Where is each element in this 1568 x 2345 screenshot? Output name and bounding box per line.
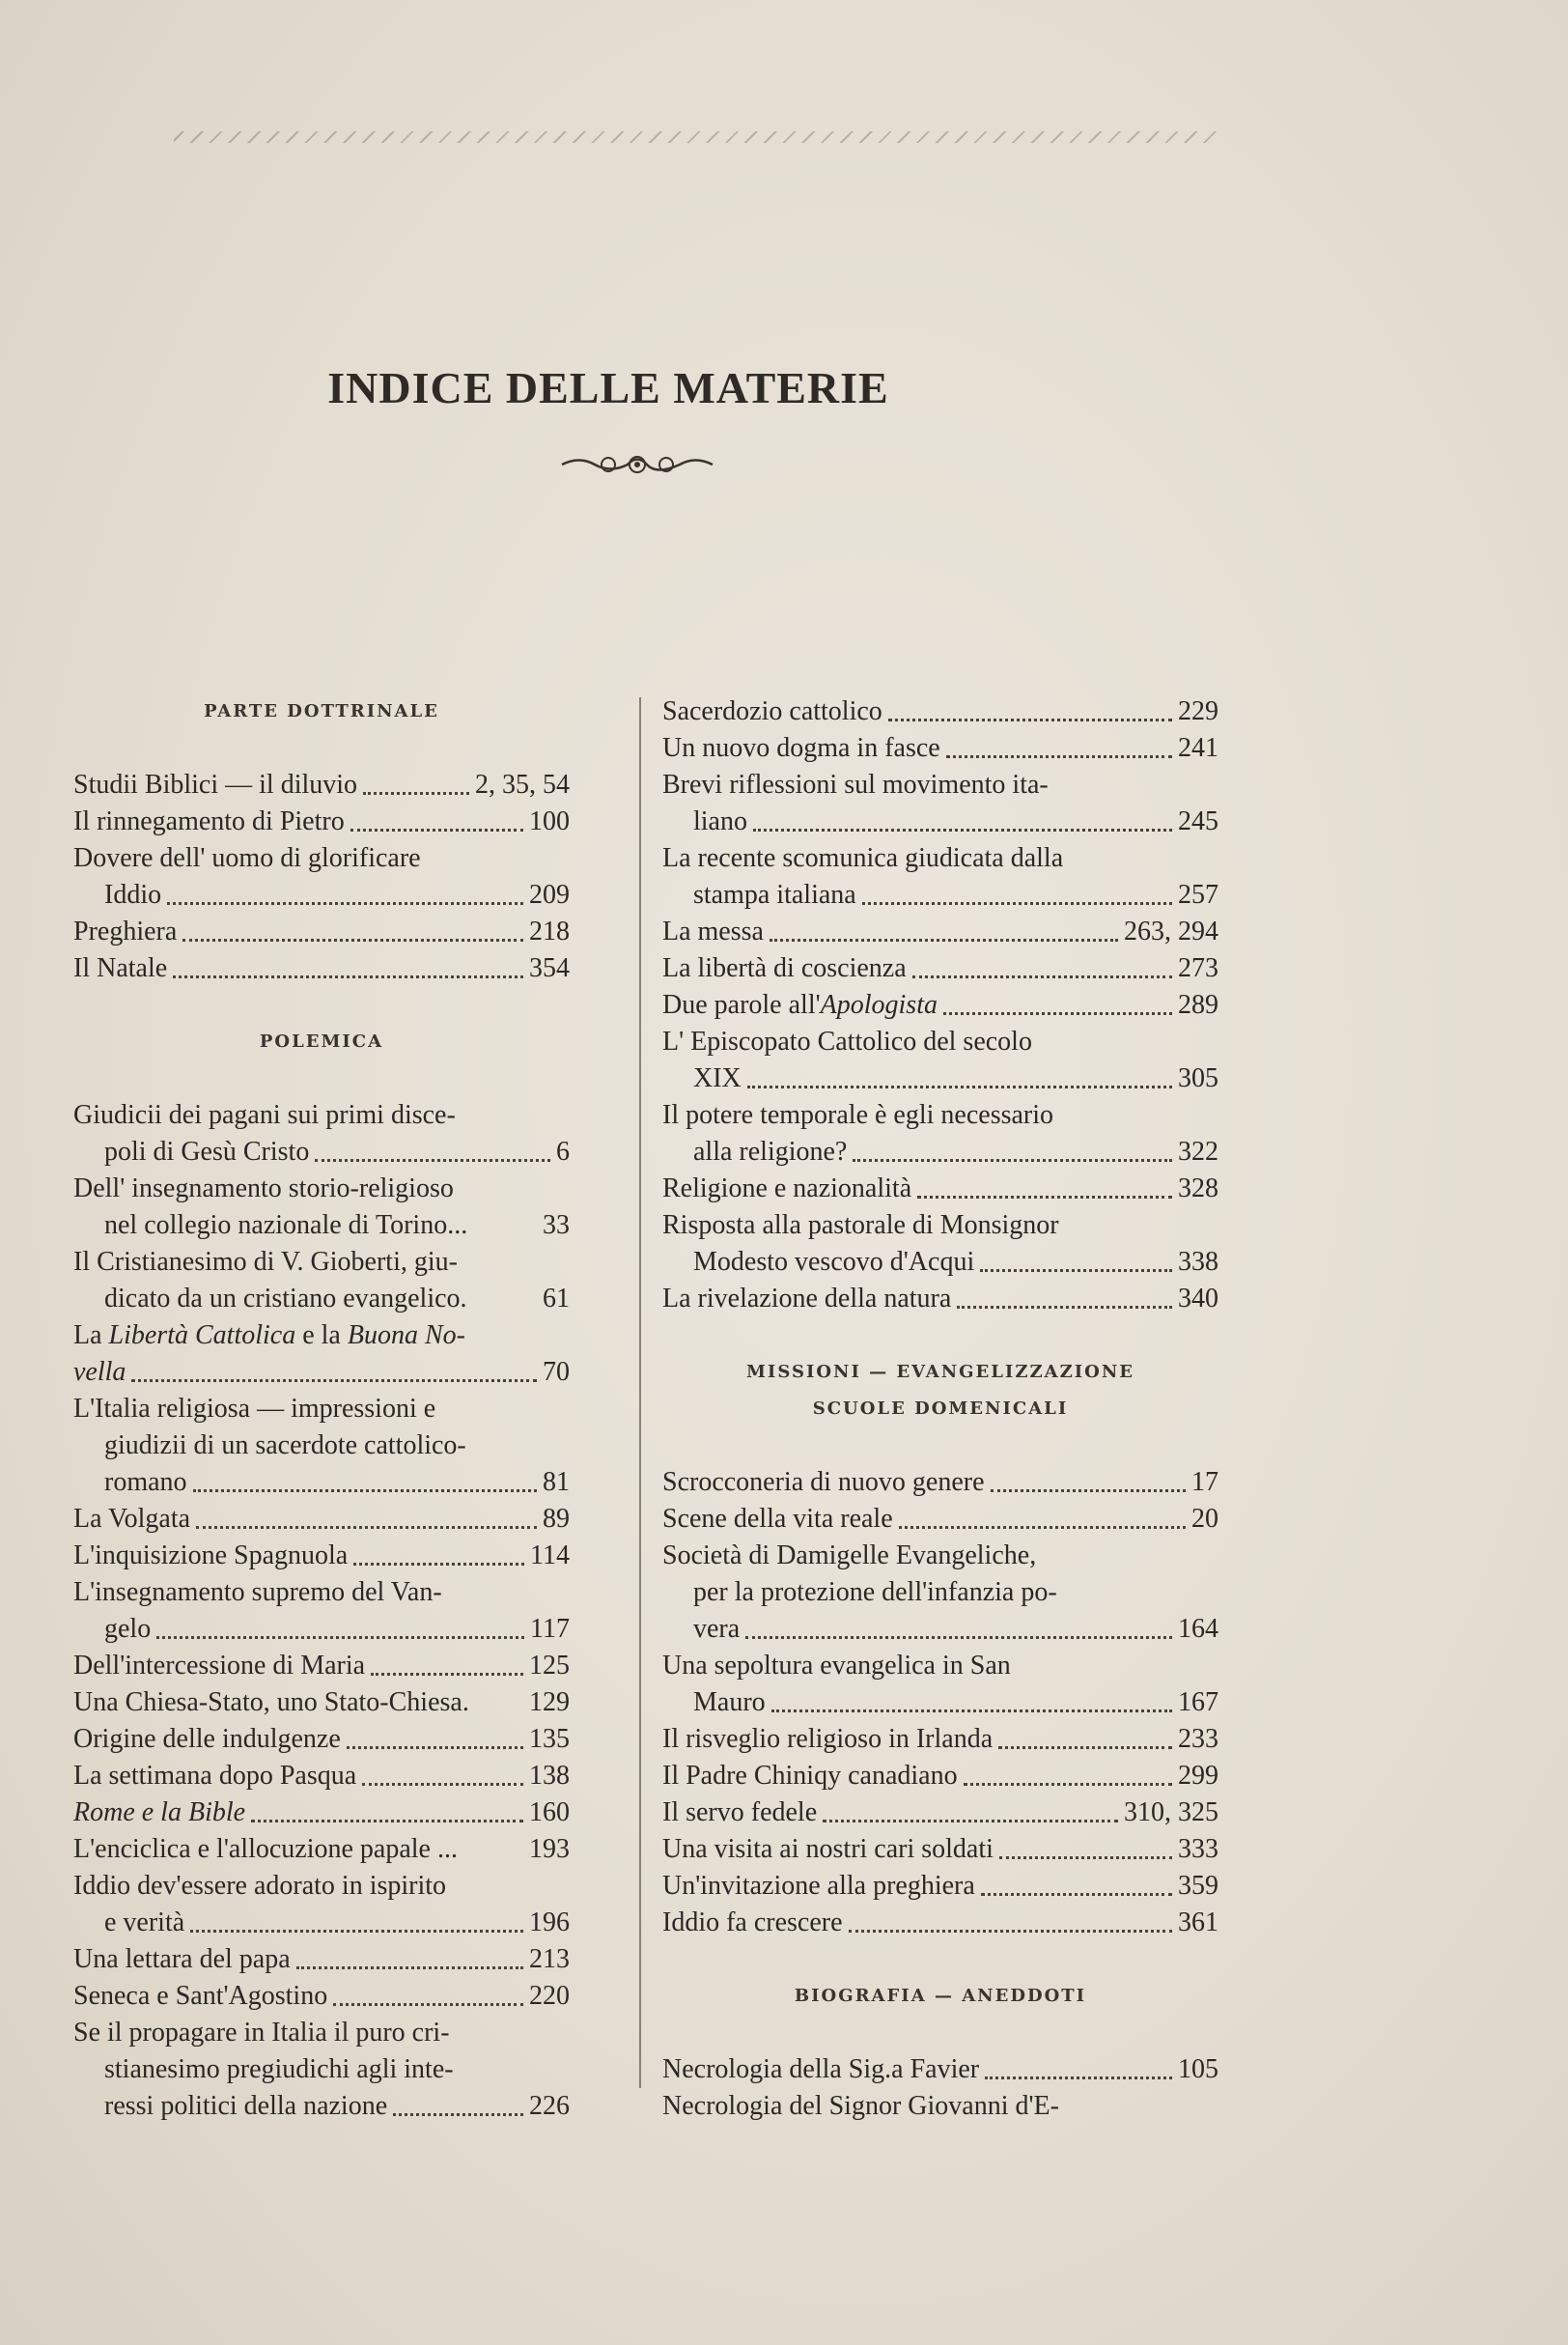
index-entry xyxy=(662,1905,1218,1941)
page-number: 299 xyxy=(1178,1761,1218,1791)
dot-leader xyxy=(912,975,1172,978)
entry-title: gelo xyxy=(104,1614,152,1644)
entry-title: La Volgata xyxy=(73,1504,191,1534)
index-entry xyxy=(73,1978,570,2015)
index-entry xyxy=(73,1794,570,1831)
dot-leader xyxy=(770,939,1118,942)
spacer xyxy=(662,1941,1218,1978)
page-number: 289 xyxy=(1178,990,1218,1020)
decorative-top-rule xyxy=(174,131,1217,143)
dot-leader xyxy=(888,719,1172,721)
page-number: 61 xyxy=(543,1284,570,1314)
entry-title: La rivelazione della natura xyxy=(662,1284,952,1314)
page-number: 213 xyxy=(529,1944,570,1974)
entry-title: Modesto vescovo d'Acqui xyxy=(693,1247,975,1277)
index-entry-line: La recente scomunica giudicata dalla xyxy=(662,843,1064,873)
page-number: 305 xyxy=(1178,1063,1218,1093)
index-entry xyxy=(662,2051,1218,2088)
entry-title: La settimana dopo Pasqua xyxy=(73,1761,357,1791)
page-number: 333 xyxy=(1178,1834,1218,1864)
spacer xyxy=(662,2015,1218,2051)
index-entry xyxy=(73,1464,570,1501)
index-entry xyxy=(662,1611,1218,1648)
entry-title: liano xyxy=(693,806,747,836)
index-entry xyxy=(662,1831,1218,1868)
dot-leader xyxy=(964,1783,1172,1786)
index-entry xyxy=(662,914,1218,950)
index-entry xyxy=(73,1281,570,1317)
dot-leader xyxy=(296,1966,523,1969)
dot-leader xyxy=(371,1673,523,1676)
entry-title: Iddio xyxy=(104,880,162,910)
dot-leader xyxy=(193,1489,537,1492)
dot-leader xyxy=(745,1636,1172,1639)
page-number: 209 xyxy=(529,880,570,910)
left-column xyxy=(73,693,570,2125)
dot-leader xyxy=(917,1196,1172,1199)
page-number: 273 xyxy=(1178,953,1218,983)
dot-leader xyxy=(981,1893,1172,1896)
entry-title: Una lettara del papa xyxy=(73,1944,291,1974)
index-entry xyxy=(662,1060,1218,1097)
dot-leader xyxy=(347,1746,523,1749)
page-number: 117 xyxy=(530,1614,570,1644)
entry-title: vella xyxy=(73,1357,126,1387)
page-number: 328 xyxy=(1178,1173,1218,1203)
spacer xyxy=(662,1317,1218,1354)
index-entry xyxy=(662,1868,1218,1905)
index-entry xyxy=(662,877,1218,914)
index-entry xyxy=(662,1244,1218,1281)
entry-title: Mauro xyxy=(693,1687,766,1717)
index-entry xyxy=(73,950,570,987)
page-title: INDICE DELLE MATERIE xyxy=(327,362,889,412)
index-entry-line: Risposta alla pastorale di Monsignor xyxy=(662,1210,1059,1240)
entry-title: Necrologia della Sig.a Favier xyxy=(662,2054,980,2084)
dot-leader xyxy=(991,1489,1186,1492)
index-entry-line: Dovere dell' uomo di glorificare xyxy=(73,843,421,873)
dot-leader xyxy=(985,2077,1172,2079)
entry-title: Studii Biblici — il diluvio xyxy=(73,770,358,800)
index-entry-line: per la protezione dell'infanzia po- xyxy=(693,1577,1057,1607)
dot-leader xyxy=(350,829,523,832)
index-entry xyxy=(73,1538,570,1574)
dot-leader xyxy=(957,1306,1172,1309)
dot-leader xyxy=(853,1159,1172,1162)
dot-leader xyxy=(182,939,523,942)
page-number: 17 xyxy=(1191,1467,1218,1497)
index-entry xyxy=(662,1281,1218,1317)
entry-title: La messa xyxy=(662,917,764,946)
dot-leader xyxy=(946,755,1172,758)
entry-title: alla religione? xyxy=(693,1137,848,1167)
page-number: 100 xyxy=(529,806,570,836)
entry-title: Una visita ai nostri cari soldati xyxy=(662,1834,994,1864)
index-entry xyxy=(73,914,570,950)
entry-title: Dell'intercessione di Maria xyxy=(73,1651,366,1681)
section-heading: POLEMICA xyxy=(259,1031,384,1052)
page-number: 33 xyxy=(543,1210,570,1240)
spacer xyxy=(662,1427,1218,1464)
page-number: 229 xyxy=(1178,696,1218,726)
entry-title: XIX xyxy=(693,1063,742,1093)
index-entry-line: Una sepoltura evangelica in San xyxy=(662,1651,1011,1681)
page-number: 354 xyxy=(529,953,570,983)
index-entry xyxy=(662,804,1218,840)
entry-title: Un'invitazione alla preghiera xyxy=(662,1871,975,1901)
page-number: 218 xyxy=(529,917,570,946)
page-number: 361 xyxy=(1178,1907,1218,1937)
entry-title: Preghiera xyxy=(73,917,178,946)
index-entry xyxy=(73,1611,570,1648)
entry-title: Il Natale xyxy=(73,953,168,983)
page-number: 359 xyxy=(1178,1871,1218,1901)
spacer xyxy=(73,730,570,767)
index-entry xyxy=(662,1684,1218,1721)
section-heading: MISSIONI — EVANGELIZZAZIONE xyxy=(746,1362,1134,1382)
entry-title: Seneca e Sant'Agostino xyxy=(73,1981,328,2011)
dot-leader xyxy=(251,1820,523,1822)
entry-title: nel collegio nazionale di Torino... xyxy=(104,1210,468,1240)
dot-leader xyxy=(849,1930,1172,1933)
index-entry xyxy=(662,1171,1218,1207)
page-number: 322 xyxy=(1178,1137,1218,1167)
index-entry xyxy=(662,1758,1218,1794)
index-entry-line: Iddio dev'essere adorato in ispirito xyxy=(73,1871,447,1901)
dot-leader xyxy=(362,1783,523,1786)
dot-leader xyxy=(943,1012,1172,1015)
page-number: 138 xyxy=(529,1761,570,1791)
index-entry-line: Se il propagare in Italia il puro cri- xyxy=(73,2018,450,2048)
index-entry xyxy=(73,1501,570,1538)
page-number: 20 xyxy=(1191,1504,1218,1534)
page-number: 81 xyxy=(543,1467,570,1497)
dot-leader xyxy=(190,1930,523,1933)
dot-leader xyxy=(823,1820,1118,1822)
page-number: 70 xyxy=(543,1357,570,1387)
index-entry xyxy=(662,1501,1218,1538)
index-entry xyxy=(73,1905,570,1941)
index-entry xyxy=(73,2088,570,2125)
page-number: 6 xyxy=(556,1137,570,1167)
entry-title: Religione e nazionalità xyxy=(662,1173,912,1203)
entry-title: Il rinnegamento di Pietro xyxy=(73,806,345,836)
index-entry-line: Il Cristianesimo di V. Gioberti, giu- xyxy=(73,1247,458,1277)
page-number: 338 xyxy=(1178,1247,1218,1277)
index-entry-line: Società di Damigelle Evangeliche, xyxy=(662,1540,1037,1570)
page-number: 257 xyxy=(1178,880,1218,910)
page-number: 114 xyxy=(530,1540,570,1570)
index-entry-line: stianesimo pregiudichi agli inte- xyxy=(104,2054,454,2084)
dot-leader xyxy=(753,829,1172,832)
index-entry xyxy=(662,693,1218,730)
entry-title: L'enciclica e l'allocuzione papale ... xyxy=(73,1834,458,1864)
index-entry xyxy=(73,877,570,914)
page-number: 226 xyxy=(529,2091,570,2121)
dot-leader xyxy=(131,1379,537,1382)
page-number: 193 xyxy=(529,1834,570,1864)
page-number: 129 xyxy=(529,1687,570,1717)
index-entry xyxy=(662,1721,1218,1758)
page-number: 105 xyxy=(1178,2054,1218,2084)
entry-title: Due parole all'Apologista xyxy=(662,990,938,1020)
ornament-icon xyxy=(560,450,714,479)
dot-leader xyxy=(315,1159,550,1162)
page-number: 89 xyxy=(543,1504,570,1534)
dot-leader xyxy=(899,1526,1186,1529)
index-entry-line: La Libertà Cattolica e la Buona No- xyxy=(73,1320,465,1350)
entry-title: dicato da un cristiano evangelico. xyxy=(104,1284,467,1314)
dot-leader xyxy=(156,1636,524,1639)
index-entry xyxy=(73,1941,570,1978)
dot-leader xyxy=(862,902,1172,905)
dot-leader xyxy=(363,792,469,795)
index-entry xyxy=(73,1134,570,1171)
entry-title: Il Padre Chiniqy canadiano xyxy=(662,1761,958,1791)
page-number: 196 xyxy=(529,1907,570,1937)
index-entry xyxy=(73,1648,570,1684)
index-entry xyxy=(73,804,570,840)
entry-title: Il servo fedele xyxy=(662,1797,818,1827)
page-number: 263, 294 xyxy=(1124,917,1218,946)
index-entry xyxy=(73,1721,570,1758)
entry-title: Il risveglio religioso in Irlanda xyxy=(662,1724,994,1754)
entry-title: Scene della vita reale xyxy=(662,1504,893,1534)
index-entry xyxy=(73,1758,570,1794)
index-entry-line: Il potere temporale è egli necessario xyxy=(662,1100,1054,1130)
dot-leader xyxy=(771,1709,1172,1712)
entry-title: La libertà di coscienza xyxy=(662,953,907,983)
page-number: 220 xyxy=(529,1981,570,2011)
section-heading: BIOGRAFIA — ANEDDOTI xyxy=(794,1986,1087,2006)
entry-title: Rome e la Bible xyxy=(73,1797,246,1827)
entry-title: vera xyxy=(693,1614,741,1644)
dot-leader xyxy=(980,1269,1172,1272)
page-number: 245 xyxy=(1178,806,1218,836)
index-entry-line: Dell' insegnamento storio-religioso xyxy=(73,1173,454,1203)
dot-leader xyxy=(173,975,523,978)
page-number: 125 xyxy=(529,1651,570,1681)
index-entry-line: Giudicii dei pagani sui primi disce- xyxy=(73,1100,456,1130)
entry-title: romano xyxy=(104,1467,187,1497)
entry-title: Una Chiesa-Stato, uno Stato-Chiesa. xyxy=(73,1687,469,1717)
index-entry xyxy=(662,1464,1218,1501)
index-entry-line: L'insegnamento supremo del Van- xyxy=(73,1577,442,1607)
dot-leader xyxy=(167,902,523,905)
index-entry xyxy=(662,987,1218,1024)
page-number: 2, 35, 54 xyxy=(475,770,570,800)
entry-title: Un nuovo dogma in fasce xyxy=(662,733,940,763)
entry-title: Scrocconeria di nuovo genere xyxy=(662,1467,985,1497)
page-number: 310, 325 xyxy=(1124,1797,1218,1827)
dot-leader xyxy=(353,1563,524,1566)
entry-title: e verità xyxy=(104,1907,185,1937)
entry-title: stampa italiana xyxy=(693,880,856,910)
section-heading: PARTE DOTTRINALE xyxy=(204,701,439,721)
index-entry-line: Brevi riflessioni sul movimento ita- xyxy=(662,770,1049,800)
index-entry xyxy=(662,730,1218,767)
entry-title: Sacerdozio cattolico xyxy=(662,696,882,726)
page-number: 340 xyxy=(1178,1284,1218,1314)
dot-leader xyxy=(393,2113,523,2116)
index-entry xyxy=(662,950,1218,987)
page-number: 241 xyxy=(1178,733,1218,763)
page-number: 160 xyxy=(529,1797,570,1827)
entry-title: Iddio fa crescere xyxy=(662,1907,843,1937)
dot-leader xyxy=(999,1856,1172,1859)
dot-leader xyxy=(747,1086,1172,1088)
index-entry xyxy=(662,1134,1218,1171)
column-divider xyxy=(639,697,641,2088)
section-heading: SCUOLE DOMENICALI xyxy=(812,1399,1069,1419)
index-entry xyxy=(662,1794,1218,1831)
entry-title: ressi politici della nazione xyxy=(104,2091,388,2121)
dot-leader xyxy=(196,1526,537,1529)
entry-title: L'inquisizione Spagnuola xyxy=(73,1540,349,1570)
index-entry xyxy=(73,1831,570,1868)
entry-title: poli di Gesù Cristo xyxy=(104,1137,310,1167)
page-number: 164 xyxy=(1178,1614,1218,1644)
page-number: 167 xyxy=(1178,1687,1218,1717)
page-number: 135 xyxy=(529,1724,570,1754)
index-entry xyxy=(73,767,570,804)
index-entry-line: Necrologia del Signor Giovanni d'E- xyxy=(662,2091,1059,2121)
right-column xyxy=(662,693,1218,2125)
entry-title: Origine delle indulgenze xyxy=(73,1724,341,1754)
dot-leader xyxy=(998,1746,1172,1749)
page-number: 233 xyxy=(1178,1724,1218,1754)
spacer xyxy=(73,987,570,1024)
dot-leader xyxy=(333,2003,523,2006)
index-entry xyxy=(73,1207,570,1244)
index-entry xyxy=(73,1684,570,1721)
spacer xyxy=(73,1060,570,1097)
index-entry-line: giudizii di un sacerdote cattolico- xyxy=(104,1430,466,1460)
index-entry-line: L' Episcopato Cattolico del secolo xyxy=(662,1027,1032,1057)
index-entry-line: L'Italia religiosa — impressioni e xyxy=(73,1394,436,1424)
index-entry xyxy=(73,1354,570,1391)
